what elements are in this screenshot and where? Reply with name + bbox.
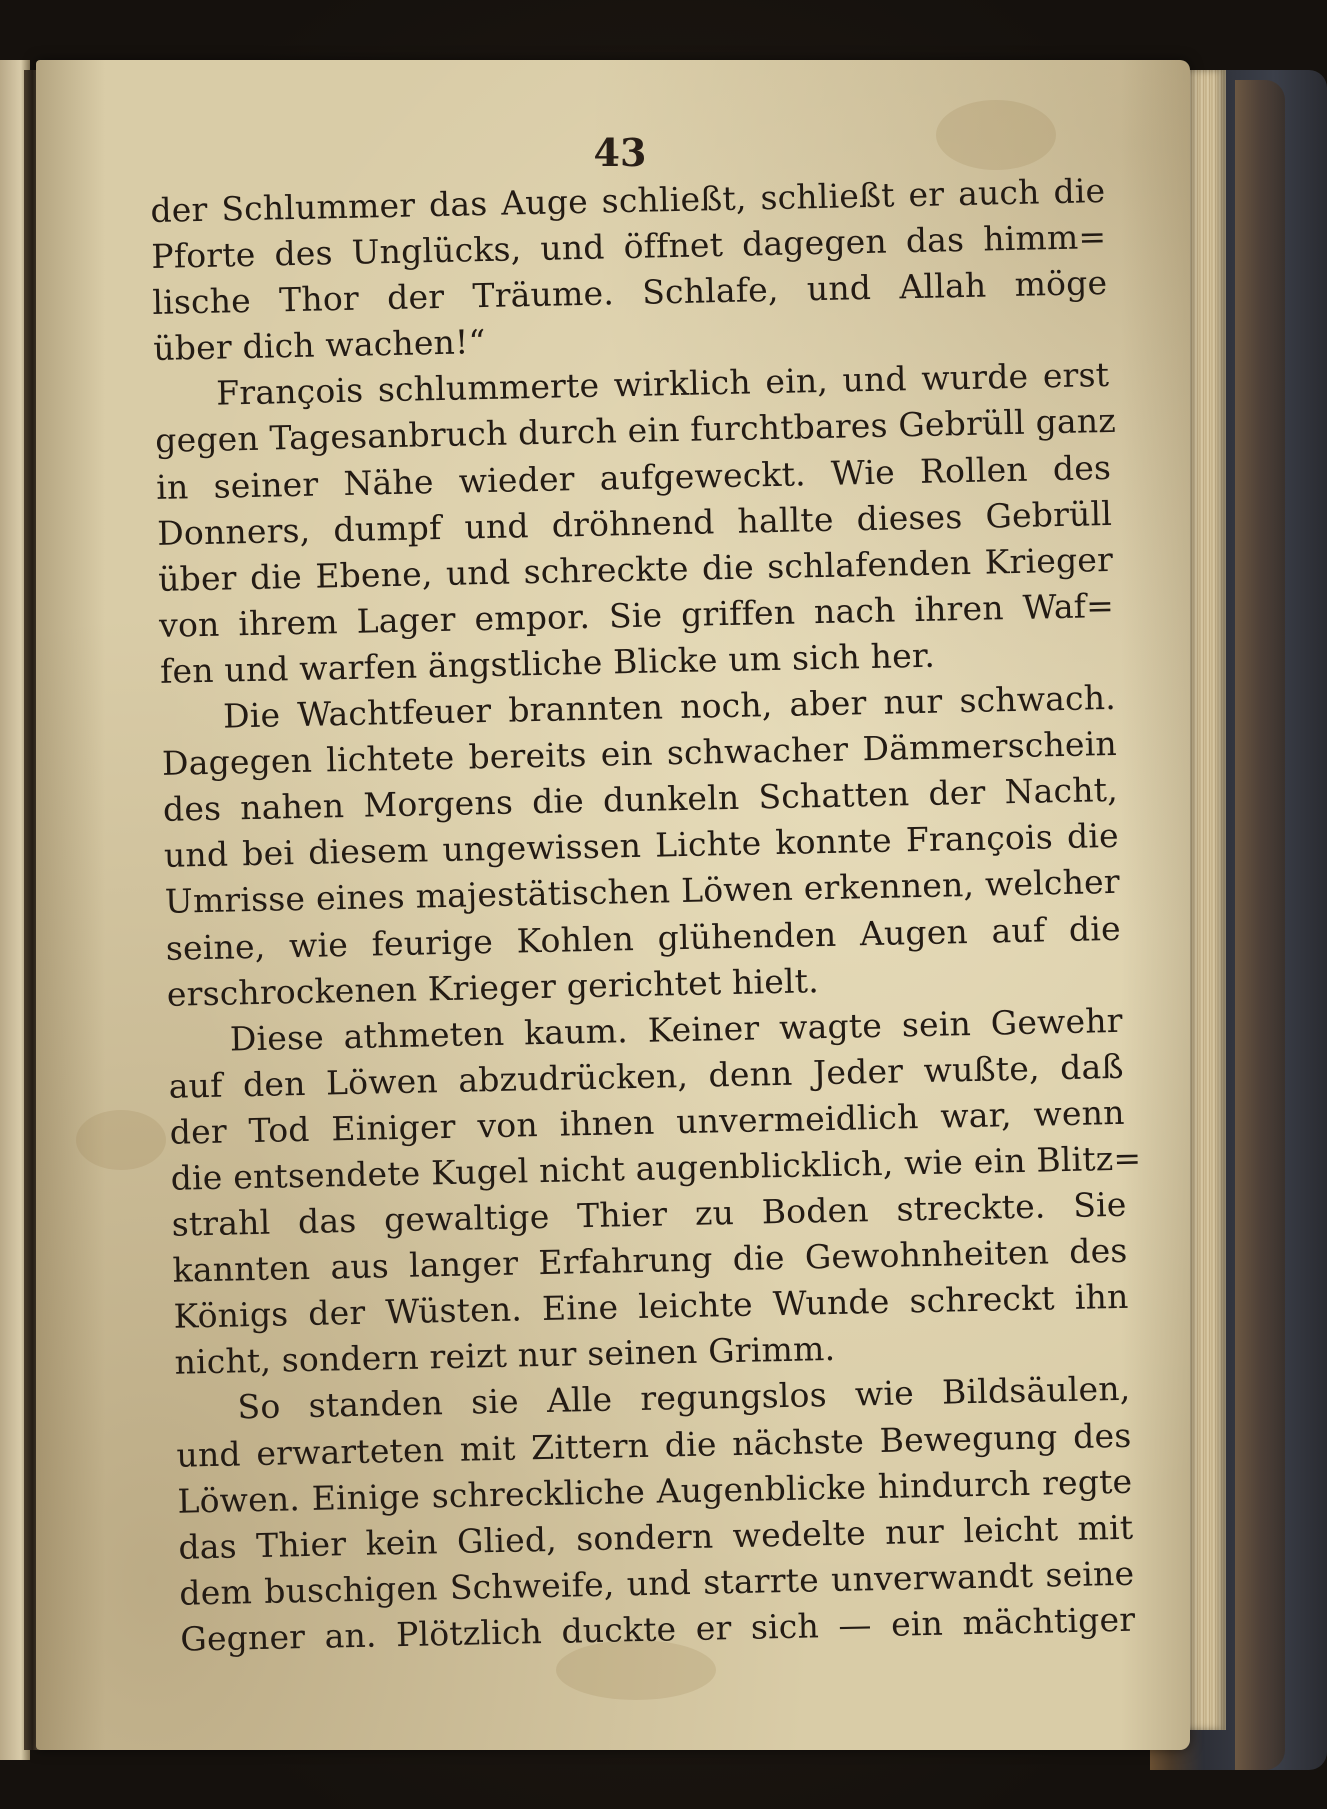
text-line: erschrockenen Krieger gerichtet hielt. [166, 960, 820, 1014]
text-line: fen und warfen ängstliche Blicke um sich her. [159, 635, 936, 691]
text-line: Gegner an. Plötzlich duckte er sich — ein mächtiger [179, 1599, 1136, 1659]
text-line: Dagegen lichtete bereits ein schwacher Dämmerschein [161, 724, 1118, 783]
text-line: nicht, sondern reizt nur seinen Grimm. [174, 1329, 836, 1383]
text-line: seine, wie feurige Kohlen glühenden Augen auf die [165, 908, 1122, 968]
text-line: Umrisse eines majestätischen Löwen erkennen, welcher [164, 862, 1121, 922]
text-line: dem buschigen Schweife, und starrte unverwandt seine [179, 1553, 1135, 1613]
text-line: über dich wachen!“ [152, 322, 486, 369]
text-line: lische Thor der Träume. Schlafe, und Allah möge [151, 263, 1108, 323]
text-line: der Tod Einiger von ihnen unvermeidlich war, wenn [169, 1092, 1125, 1152]
text-line: François schlummerte wirklich ein, und wurde erst [215, 355, 1110, 414]
text-line: strahl das gewaltige Thier zu Boden streckte. Sie [171, 1184, 1127, 1244]
text-line: in seiner Nähe wieder aufgeweckt. Wie Rollen des [155, 447, 1112, 507]
text-line: Diese athmeten kaum. Keiner wagte sein Gewehr [229, 1000, 1124, 1059]
text-line: das Thier kein Glied, sondern wedelte nur leicht mit [178, 1507, 1134, 1567]
text-line: auf den Löwen abzudrücken, denn Jeder wußte, daß [168, 1046, 1125, 1106]
text-line: und erwarteten mit Zittern die nächste Bewegung des [176, 1415, 1132, 1475]
text-line: Die Wachtfeuer brannten noch, aber nur schwach. [222, 677, 1117, 736]
text-line: Königs der Wüsten. Eine leichte Wunde schreckt ihn [173, 1277, 1129, 1336]
text-line: der Schlummer das Auge schließt, schließt er auch die [150, 170, 1106, 230]
text-line: Donners, dumpf und dröhnend hallte dieses Gebrüll [156, 493, 1113, 553]
cover-edge [1235, 80, 1285, 1770]
text-line: kannten aus langer Erfahrung die Gewohnheiten des [172, 1230, 1128, 1290]
text-line: die entsendete Kugel nicht augenblicklich, wie ein Blitz= [170, 1138, 1142, 1198]
text-line: von ihrem Lager empor. Sie griffen nach ihren Waf= [158, 585, 1115, 645]
page-number: 43 [593, 130, 647, 175]
text-line: des nahen Morgens die dunkeln Schatten der Nacht, [162, 770, 1119, 830]
text-line: So standen sie Alle regungslos wie Bildsäulen, [237, 1369, 1131, 1427]
foxing-spot [936, 100, 1056, 170]
text-line: Pforte des Unglücks, und öffnet dagegen das himm= [151, 217, 1107, 277]
text-line: und bei diesem ungewissen Lichte konnte François die [163, 816, 1120, 876]
text-line: gegen Tagesanbruch durch ein furchtbares Gebrüll ganz [154, 401, 1117, 461]
foxing-spot [76, 1110, 166, 1170]
text-line: Löwen. Einige schreckliche Augenblicke hindurch regte [177, 1461, 1133, 1521]
text-line: über die Ebene, und schreckte die schlafenden Krieger [157, 539, 1114, 599]
page-text-block [150, 168, 1142, 1663]
